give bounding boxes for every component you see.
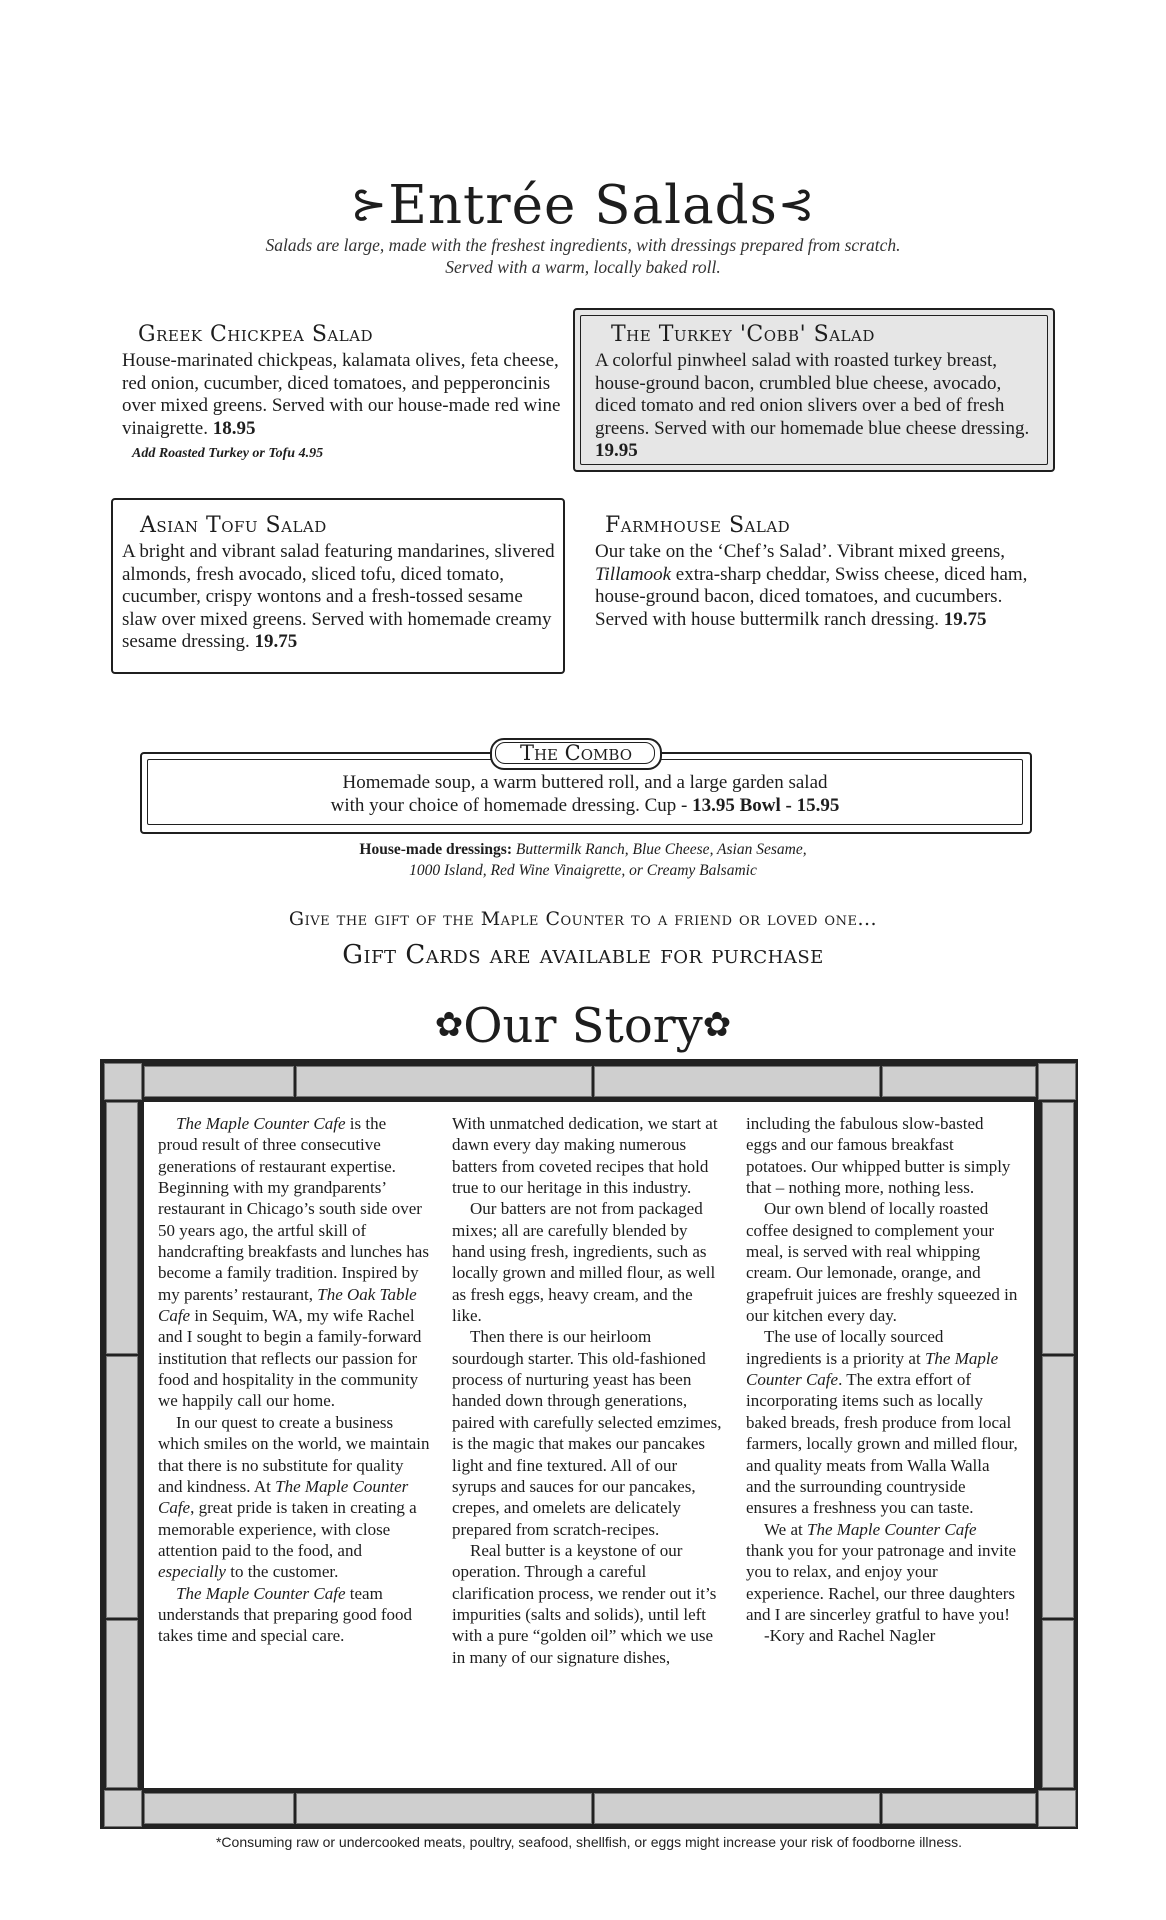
story-paragraph: The Maple Counter Cafe team understands that preparing good food takes time and special care.: [158, 1583, 412, 1646]
frame-panel: [104, 1790, 142, 1827]
story-title-text: Our Story: [463, 998, 703, 1054]
flourish-left-icon: ✿: [434, 1005, 464, 1045]
gift-cards-heading: Gift Cards are available for purchase: [342, 940, 824, 970]
menu-item-turkey-cobb: [595, 322, 1035, 463]
frame-panel: [296, 1066, 592, 1097]
story-paragraph: With unmatched dedication, we start at dawn every day making numerous batters from coveted recipes that hold true to our heritage in this industry.: [452, 1114, 718, 1198]
frame-panel: [144, 1066, 294, 1097]
item-description: House-marinated chickpeas, kalamata olives, feta cheese, red onion, cucumber, diced tomatoes, and pepperoncinis over mixed greens. Served with our house-made red wine vinaigrette. 18.95: [122, 350, 561, 439]
frame-panel: [882, 1793, 1036, 1824]
frame-panel: [144, 1793, 294, 1824]
foodborne-illness-disclaimer: *Consuming raw or undercooked meats, poultry, seafood, shellfish, or eggs might increase your risk of foodborne illness.: [215, 1834, 962, 1850]
story-paragraph: The use of locally sourced ingredients is a priority at The Maple Counter Cafe. The extra effort of incorporating items such as locally baked breads, fresh produce from local farmers, locally grown and milled flour, and quality meats from Walla Walla and the surrounding countryside ensures a freshness you can taste.: [746, 1327, 1018, 1518]
item-name: Asian Tofu Salad: [140, 513, 327, 538]
story-paragraph: Real butter is a keystone of our operation. Through a careful clarification process, we render out it’s impurities (salts and solids), until left with a pure “golden oil” which we use in many of our signature dishes,: [452, 1540, 717, 1667]
combo-line-1: Homemade soup, a warm buttered roll, and a large garden salad: [342, 772, 828, 793]
story-paragraph: The Maple Counter Cafe is the proud result of three consecutive generations of restaurant expertise. Beginning with my grandparents’ restaurant in Chicago’s south side over 50 years ago, the artful skill of handcrafting breakfasts and lunches has become a family tradition. Inspired by my parents’ restaurant, The Oak Table Cafe in Sequim, WA, my wife Rachel and I sought to begin a family-forward institution that reflects our passion for food and hospitality in the community we happily call our home.: [158, 1114, 429, 1411]
scroll-ornament-left-icon: ⊱: [350, 179, 389, 230]
gift-tagline: Give the gift of the Maple Counter to a friend or loved one...: [288, 908, 878, 930]
combo-description: [150, 771, 1020, 817]
item-price: 19.75: [254, 631, 298, 653]
menu-item-greek-chickpea: [122, 322, 562, 466]
dressings-list-2: 1000 Island, Red Wine Vinaigrette, or Creamy Balsamic: [409, 862, 757, 879]
item-name: Greek Chickpea Salad: [138, 322, 374, 347]
menu-item-asian-tofu: [122, 513, 558, 654]
story-paragraph: Then there is our heirloom sourdough starter. This old-fashioned process of nurturing yeast has been handed down through generations, paired with carefully selected emzimes, is the magic that makes our pancakes light and fine textured. All of our syrups and sauces for our pancakes, crepes, and omelets are delicately prepared from scratch-recipes.: [452, 1327, 722, 1539]
story-column-3: [746, 1113, 1018, 1647]
item-price: 18.95: [212, 417, 256, 439]
frame-panel: [594, 1793, 880, 1824]
frame-panel: [106, 1102, 138, 1354]
item-description: A bright and vibrant salad featuring mandarines, slivered almonds, fresh avocado, sliced tofu, diced tomato, cucumber, crispy wontons and a fresh-tossed sesame slaw over mixed greens. Served with homemade creamy sesame dressing. 19.75: [122, 541, 555, 653]
frame-panel: [1042, 1356, 1074, 1618]
frame-panel: [106, 1620, 138, 1788]
frame-panel: [1038, 1063, 1076, 1100]
page-title-text: Entrée Salads: [388, 175, 778, 236]
frame-panel: [594, 1066, 880, 1097]
flourish-right-icon: ✿: [702, 1005, 732, 1045]
item-price: 19.75: [943, 608, 987, 630]
page-subtitle: [0, 234, 1166, 278]
item-description: Our take on the ‘Chef’s Salad’. Vibrant mixed greens, Tillamook extra-sharp cheddar, Swiss cheese, diced ham, house-ground bacon, diced tomatoes, and cucumbers. Served with house buttermilk ranch dressing. 19.75: [595, 541, 1028, 630]
item-price: 19.95: [595, 440, 638, 462]
subtitle-line-1: Salads are large, made with the freshest ingredients, with dressings prepared from scratch.: [265, 235, 901, 255]
combo-title: The Combo: [519, 741, 633, 765]
story-signature: -Kory and Rachel Nagler: [764, 1626, 936, 1646]
frame-panel: [296, 1793, 592, 1824]
story-column-1: [158, 1113, 430, 1647]
frame-panel: [1038, 1790, 1076, 1827]
dressings-note: [0, 839, 1166, 881]
subtitle-line-2: Served with a warm, locally baked roll.: [445, 257, 721, 277]
frame-panel: [882, 1066, 1036, 1097]
story-paragraph: including the fabulous slow-basted eggs and our famous breakfast potatoes. Our whipped butter is simply that – nothing more, nothing less.: [746, 1114, 1011, 1198]
item-description: A colorful pinwheel salad with roasted turkey breast, house-ground bacon, crumbled blue cheese, avocado, diced tomato and red onion slivers over a bed of fresh greens. Served with our homemade blue cheese dressing. 19.95: [595, 350, 1030, 462]
combo-bowl-price: Bowl - 15.95: [739, 795, 840, 816]
dressings-label: House-made dressings:: [359, 841, 512, 858]
item-addon: Add Roasted Turkey or Tofu 4.95: [132, 446, 324, 462]
story-paragraph: Our batters are not from packaged mixes; all are carefully blended by hand using fresh, ingredients, such as locally grown and milled flour, as well as fresh eggs, heavy cream, and the like.: [452, 1199, 716, 1326]
page-title: [0, 176, 1166, 239]
story-paragraph: In our quest to create a business which smiles on the world, we maintain that there is no substitute for quality and kindness. At The Maple Counter Cafe, great pride is taken in creating a memorable experience, with close attention paid to the food, and especially to the customer.: [158, 1412, 430, 1582]
combo-cup-price: 13.95: [692, 795, 735, 816]
story-paragraph: We at The Maple Counter Cafe thank you for your patronage and invite you to relax, and enjoy your experience. Rachel, our three daughters and I are sincerley gratful to have you!: [746, 1519, 1017, 1624]
menu-item-farmhouse: [595, 513, 1035, 631]
dressings-list-1: Buttermilk Ranch, Blue Cheese, Asian Sesame,: [515, 841, 807, 858]
story-column-2: [452, 1113, 724, 1668]
frame-panel: [104, 1063, 142, 1100]
frame-panel: [106, 1356, 138, 1618]
story-title: [0, 996, 1166, 1061]
story-paragraph: Our own blend of locally roasted coffee designed to complement your meal, is served with real whipping cream. Our lemonade, orange, and grapefruit juices are freshly squeezed in our kitchen every day.: [746, 1199, 1018, 1326]
combo-line-2: with your choice of homemade dressing. Cup - 13.95 Bowl - 15.95: [330, 795, 840, 816]
scroll-ornament-right-icon: ⊰: [777, 179, 816, 230]
item-name: Farmhouse Salad: [605, 513, 791, 538]
item-name: The Turkey 'Cobb' Salad: [611, 322, 875, 347]
frame-panel: [1042, 1102, 1074, 1354]
frame-panel: [1042, 1620, 1074, 1788]
